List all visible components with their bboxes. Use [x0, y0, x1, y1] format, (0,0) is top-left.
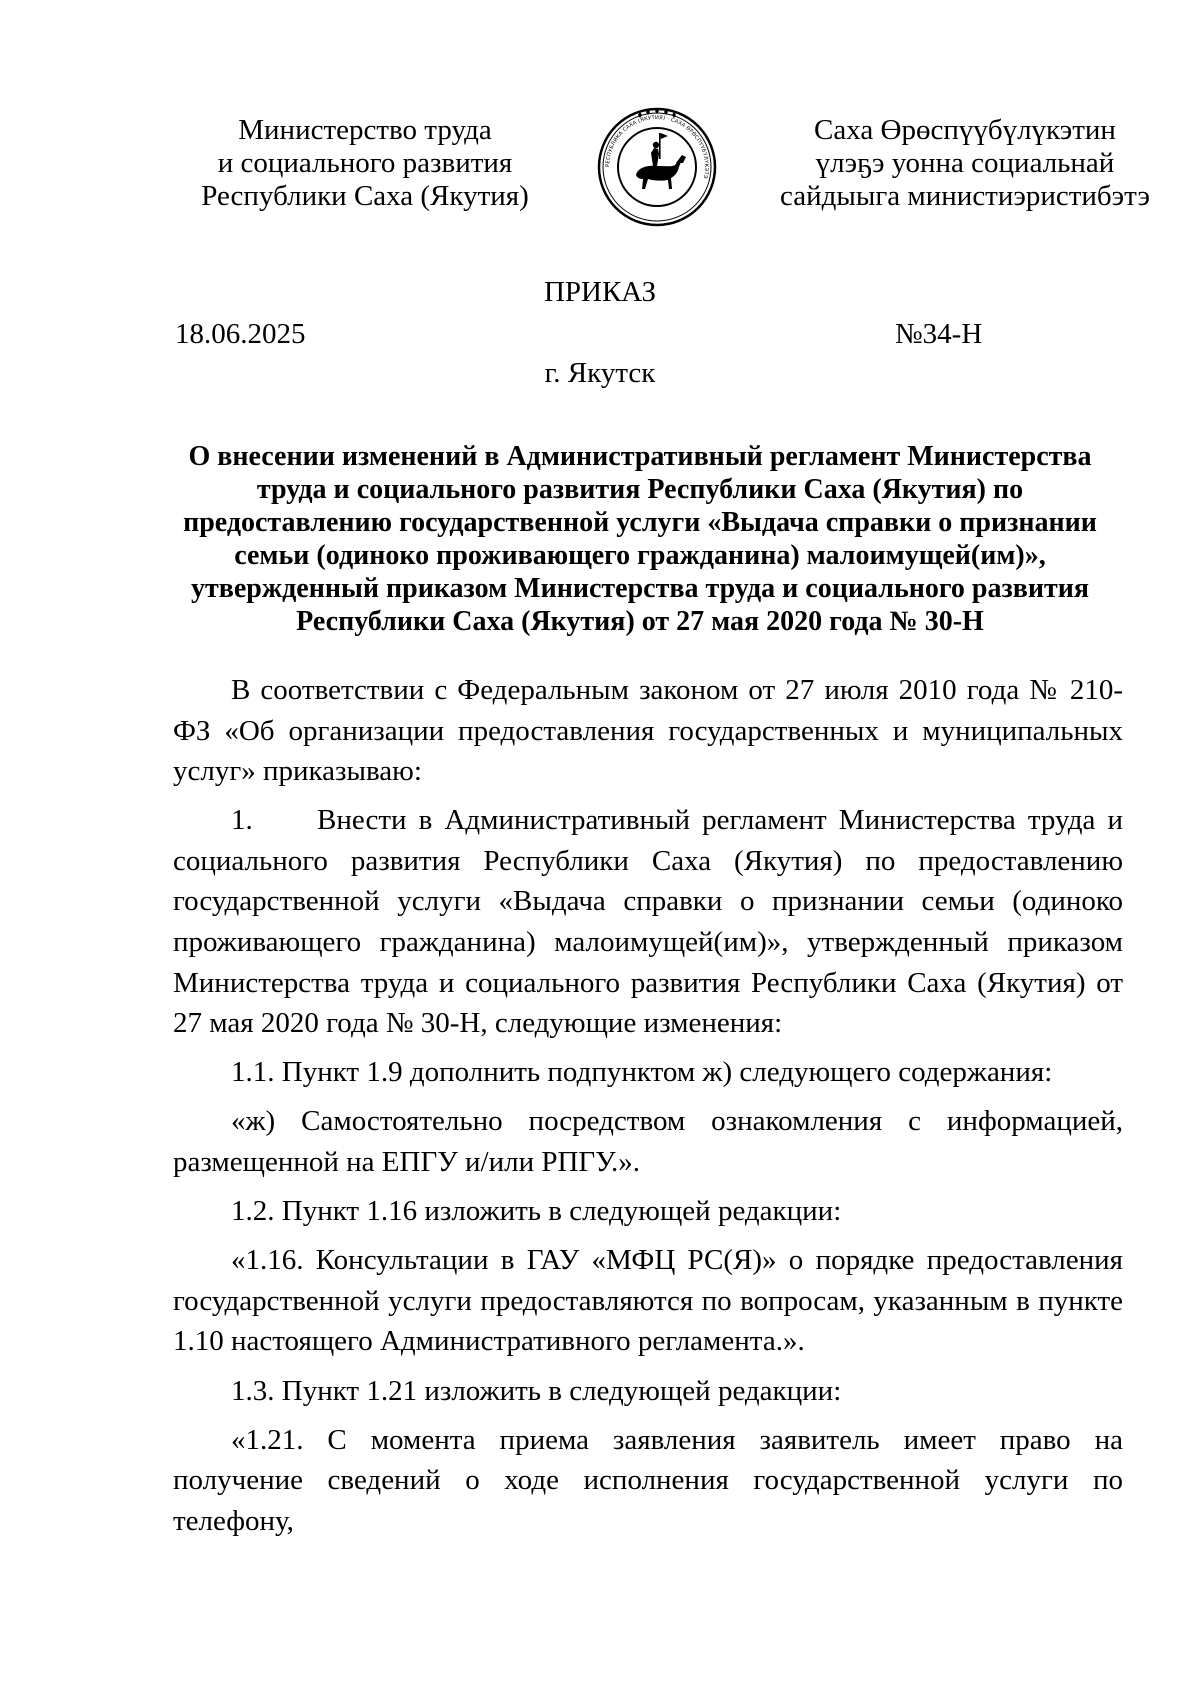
coat-of-arms-emblem: [596, 105, 718, 229]
title-line: труда и социального развития Республики Саха (Якутия) по: [256, 474, 1024, 505]
title-line: предоставлению государственной услуги «Выдача справки о признании: [183, 507, 1097, 538]
subitem-1-3-text: «1.21. С момента приема заявления заявитель имеет право на получение сведений о ходе исполнения государственной услуги по телефону,: [173, 1423, 1123, 1537]
ministry-name-line: Саха Өрөспүүбүлүкэтин: [814, 114, 1116, 146]
order-number: №34-Н: [895, 318, 983, 350]
item-1-paragraph: [173, 800, 1123, 1044]
title-line: Республики Саха (Якутия) от 27 мая 2020 года № 30-Н: [296, 606, 984, 637]
document-body: [173, 670, 1123, 1550]
ministry-name-line: и социального развития: [217, 147, 513, 179]
subitem-1-1-text: «ж) Самостоятельно посредством ознакомления с информацией, размещенной на ЕПГУ и/или РПГУ.».: [173, 1105, 1123, 1179]
ministry-name-line: үлэҕэ уонна социальнай: [815, 147, 1115, 179]
title-line: утвержденный приказом Министерства труда и социального развития: [190, 573, 1090, 604]
subitem-1-3-heading: 1.3. Пункт 1.21 изложить в следующей редакции:: [231, 1374, 842, 1407]
document-title: [160, 440, 1120, 638]
ministry-name-russian: [175, 114, 555, 213]
emblem-ring-text: РЕСПУБЛИКА САХА (ЯКУТИЯ) · САХА ӨРӨСПҮҮБҮЛҮКЭТЭ: [604, 114, 710, 180]
order-date: 18.06.2025: [175, 318, 306, 350]
ministry-name-line: Республики Саха (Якутия): [201, 180, 529, 212]
subitem-1-1-heading: 1.1. Пункт 1.9 дополнить подпунктом ж) следующего содержания:: [231, 1056, 1053, 1089]
ministry-name-line: Министерство труда: [238, 114, 492, 146]
item-1-text: Внести в Административный регламент Министерства труда и социального развития Республики Саха (Якутия) по предоставлению государственной услуги «Выдача справки о признании семьи (одиноко проживающего гражданина) малоимущей(им)», утвержденный приказом Министерства труда и социального развития Республики Саха (Якутия) от 27 мая 2020 года № 30-Н, следующие изменения:: [173, 804, 1123, 1040]
ministry-name-yakut: [775, 114, 1155, 213]
ministry-name-line: сайдыыга министиэристибэтэ: [780, 180, 1150, 212]
title-line: О внесении изменений в Административный регламент Министерства: [188, 441, 1092, 472]
title-line: семьи (одиноко проживающего гражданина) малоимущей(им)»,: [234, 540, 1046, 571]
subitem-1-2-text: «1.16. Консультации в ГАУ «МФЦ РС(Я)» о порядке предоставления государственной услуги предоставляются по вопросам, указанным в пункте 1.10 настоящего Административного регламента.».: [173, 1244, 1123, 1358]
document-type: ПРИКАЗ: [543, 276, 657, 308]
preamble-paragraph: В соответствии с Федеральным законом от 27 июля 2010 года № 210-ФЗ «Об организации предоставления государственных и муниципальных услуг» приказываю:: [173, 674, 1123, 788]
order-city: г. Якутск: [544, 357, 656, 389]
item-1-number: 1.: [231, 804, 253, 837]
subitem-1-2-heading: 1.2. Пункт 1.16 изложить в следующей редакции:: [231, 1195, 842, 1228]
